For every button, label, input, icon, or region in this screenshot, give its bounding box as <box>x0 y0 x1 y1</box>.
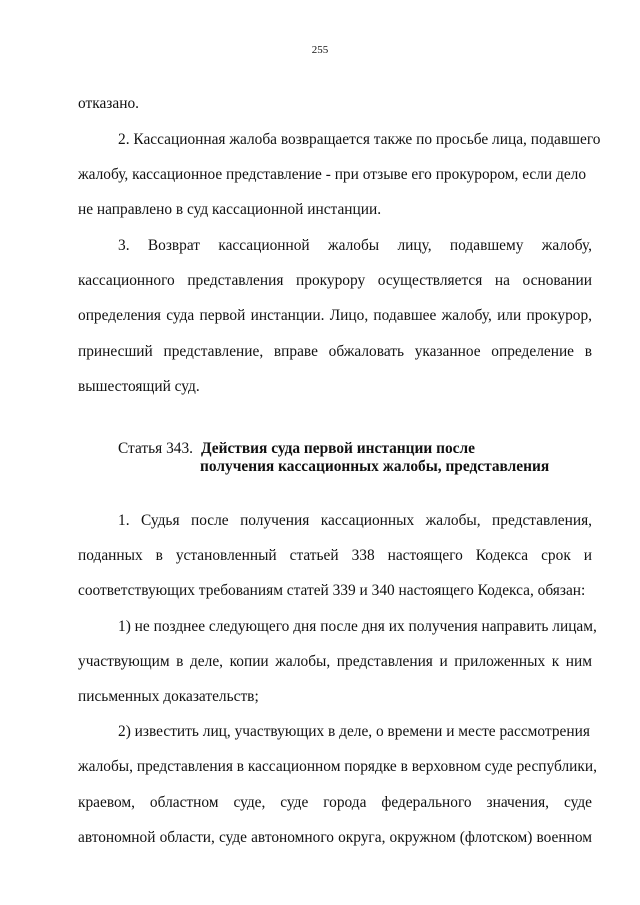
page-number: 255 <box>311 44 329 56</box>
text-line: соответствующих требованиям статей 339 и 340 настоящего Кодекса, обязан: <box>78 582 586 599</box>
text-line: 1. Судья после получения кассационных жалобы, представления, <box>118 512 592 529</box>
text-line: краевом, областном суде, суде города федерального значения, суде <box>78 794 592 811</box>
text-line: автономной области, суде автономного округа, окружном (флотском) военном <box>78 829 592 846</box>
text-line: письменных доказательств; <box>78 688 259 705</box>
article-number: Статья 343. <box>118 440 194 457</box>
text-line: 1) не позднее следующего дня после дня их получения направить лицам, <box>118 618 597 635</box>
text-line: 3. Возврат кассационной жалобы лицу, подавшему жалобу, <box>118 237 592 254</box>
text-line: поданных в установленный статьей 338 настоящего Кодекса срок и <box>78 547 592 564</box>
text-line: кассационного представления прокурору осуществляется на основании <box>78 272 592 289</box>
text-line: участвующим в деле, копии жалобы, представления и приложенных к ним <box>78 653 592 670</box>
text-line: определения суда первой инстанции. Лицо, подавшее жалобу, или прокурор, <box>78 307 592 324</box>
text-line: вышестоящий суд. <box>78 378 200 395</box>
text-line: отказано. <box>78 95 139 112</box>
text-line: 2) известить лиц, участвующих в деле, о времени и месте рассмотрения <box>118 723 590 740</box>
text-line: не направлено в суд кассационной инстанции. <box>78 201 382 218</box>
article-title-line: Действия суда первой инстанции после <box>201 440 475 457</box>
text-line: принесший представление, вправе обжаловать указанное определение в <box>78 343 592 360</box>
article-title-line: получения кассационных жалобы, представления <box>200 458 550 475</box>
text-line: жалобу, кассационное представление - при отзыве его прокурором, если дело <box>78 166 587 183</box>
text-line: жалобы, представления в кассационном порядке в верховном суде республики, <box>78 758 597 775</box>
text-line: 2. Кассационная жалоба возвращается также по просьбе лица, подавшего <box>118 131 601 148</box>
